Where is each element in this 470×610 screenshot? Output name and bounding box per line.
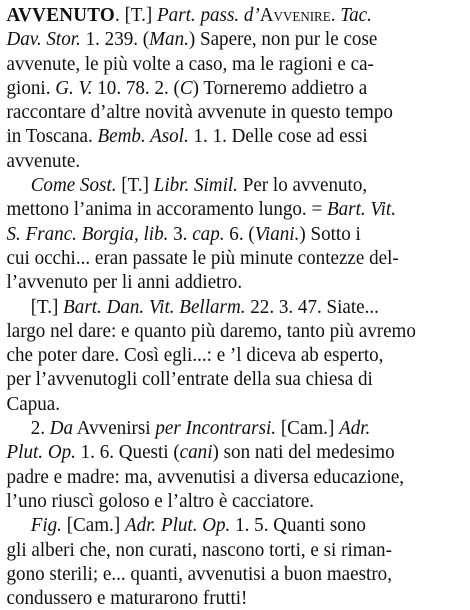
text-segment: ) Sotto i xyxy=(299,222,361,245)
entry-line xyxy=(7,343,465,367)
text-segment: avvenute. xyxy=(6,149,81,172)
entry-line xyxy=(7,562,465,586)
entry-line xyxy=(7,27,465,51)
italic-text: Plut. Op. xyxy=(6,441,76,464)
entry-line xyxy=(7,416,465,440)
italic-text: S. Franc. Borgia, lib. xyxy=(6,222,169,245)
italic-text: Bart. Vit. xyxy=(326,198,397,221)
text-segment: gli alberi che, non curati, nascono torti, e si riman- xyxy=(6,538,392,561)
italic-text: Bart. Dan. Vit. Bellarm. xyxy=(63,295,246,318)
entry-line xyxy=(7,76,465,100)
entry-line xyxy=(7,173,465,197)
text-segment: 1. 239. ( xyxy=(80,28,150,51)
text-segment: ) son nati del medesimo xyxy=(212,441,395,464)
italic-text: cani xyxy=(179,441,213,464)
entry-line xyxy=(7,124,465,148)
italic-text: Viani. xyxy=(254,222,300,245)
entry-line xyxy=(7,295,465,319)
text-segment: [T.] xyxy=(116,174,154,197)
entry-line xyxy=(7,586,465,610)
text-segment: Per lo avvenuto, xyxy=(237,174,368,197)
italic-text: Come Sost. xyxy=(30,174,117,197)
text-segment: 2. xyxy=(30,417,50,440)
italic-text: Adr. xyxy=(339,417,371,440)
text-segment: raccontare d’altre novità avvenute in questo tempo xyxy=(6,101,393,124)
entry-headword: AVVENUTO xyxy=(6,4,116,26)
italic-text: G. V. xyxy=(55,76,93,99)
text-segment: Avvenirsi xyxy=(73,417,156,440)
text-segment: gioni. xyxy=(6,76,56,99)
text-segment: in Toscana. xyxy=(6,125,98,148)
text-segment: gono sterili; e... quanti, avvenutisi a buon maestro, xyxy=(6,562,392,585)
text-segment: ) Sapere, non pur le cose xyxy=(188,28,378,51)
text-segment: ) Torneremo addietro a xyxy=(192,76,368,99)
text-segment: . xyxy=(330,4,341,26)
text-segment: 3. xyxy=(168,222,193,245)
italic-text: Da xyxy=(49,417,74,440)
italic-text: Bemb. Asol. xyxy=(97,125,189,148)
entry-line xyxy=(7,222,465,246)
text-segment: 10. 78. 2. ( xyxy=(92,76,180,99)
entry-line xyxy=(7,367,465,391)
text-segment: 6. ( xyxy=(224,222,255,245)
text-segment: Capua. xyxy=(6,392,60,415)
text-segment: condussero e maturarono frutti! xyxy=(6,587,248,610)
text-segment: l’uno riuscì goloso e l’altro è cacciatore. xyxy=(6,489,315,512)
entry-line xyxy=(7,270,465,294)
entry-line xyxy=(7,246,465,270)
entry-line xyxy=(7,465,465,489)
text-segment: per l’avvenutogli coll’entrate della sua chiesa di xyxy=(6,368,373,391)
entry-line xyxy=(7,52,465,76)
text-segment: 1. 6. Questi ( xyxy=(75,441,180,464)
text-segment: cui occhi... eran passate le più minute contezze del- xyxy=(6,246,399,269)
text-segment: [Cam.] xyxy=(61,514,125,537)
text-segment: 22. 3. 47. Siate... xyxy=(245,295,379,318)
text-segment: che poter dare. Così egli...: e ’l diceva ab esperto, xyxy=(6,344,384,367)
italic-text: Libr. Simil. xyxy=(153,174,238,197)
text-segment: . [T.] xyxy=(115,4,158,26)
italic-text: Part. pass. d’ xyxy=(157,4,260,26)
italic-text: Man. xyxy=(149,28,189,51)
entry-line xyxy=(7,149,465,173)
text-segment: mettono l’anima in accoramento lungo. = xyxy=(6,198,327,221)
text-segment: largo nel dare: e quanto più daremo, tanto più avremo xyxy=(6,319,416,342)
italic-text: Tac. xyxy=(340,4,372,26)
text-segment: padre e madre: ma, avvenutisi a diversa educazione, xyxy=(6,465,405,488)
italic-text: cap. xyxy=(192,222,225,245)
italic-text: Dav. Stor. xyxy=(6,28,81,51)
text-segment: [T.] xyxy=(30,295,64,318)
text-segment: l’avvenuto per li anni addietro. xyxy=(6,271,243,294)
entry-line xyxy=(7,319,465,343)
entry-line xyxy=(7,392,465,416)
entry-line xyxy=(7,513,465,537)
entry-line xyxy=(7,3,465,27)
entry-line xyxy=(7,197,465,221)
entry-line xyxy=(7,440,465,464)
text-segment: 1. 1. Delle cose ad essi xyxy=(188,125,368,148)
entry-line xyxy=(7,538,465,562)
text-segment: avvenute, le più volte a caso, ma le ragioni e ca- xyxy=(6,52,374,75)
dictionary-entry xyxy=(7,3,465,610)
entry-line xyxy=(7,100,465,124)
small-caps-text: Avvenire xyxy=(259,4,331,26)
entry-line xyxy=(7,489,465,513)
italic-text: Adr. Plut. Op. xyxy=(124,514,231,537)
italic-text: Fig. xyxy=(30,514,62,537)
italic-text: C xyxy=(179,76,193,99)
text-segment: [Cam.] xyxy=(276,417,340,440)
text-segment: 1. 5. Quanti sono xyxy=(230,514,366,537)
italic-text: per Incontrarsi. xyxy=(155,417,277,440)
